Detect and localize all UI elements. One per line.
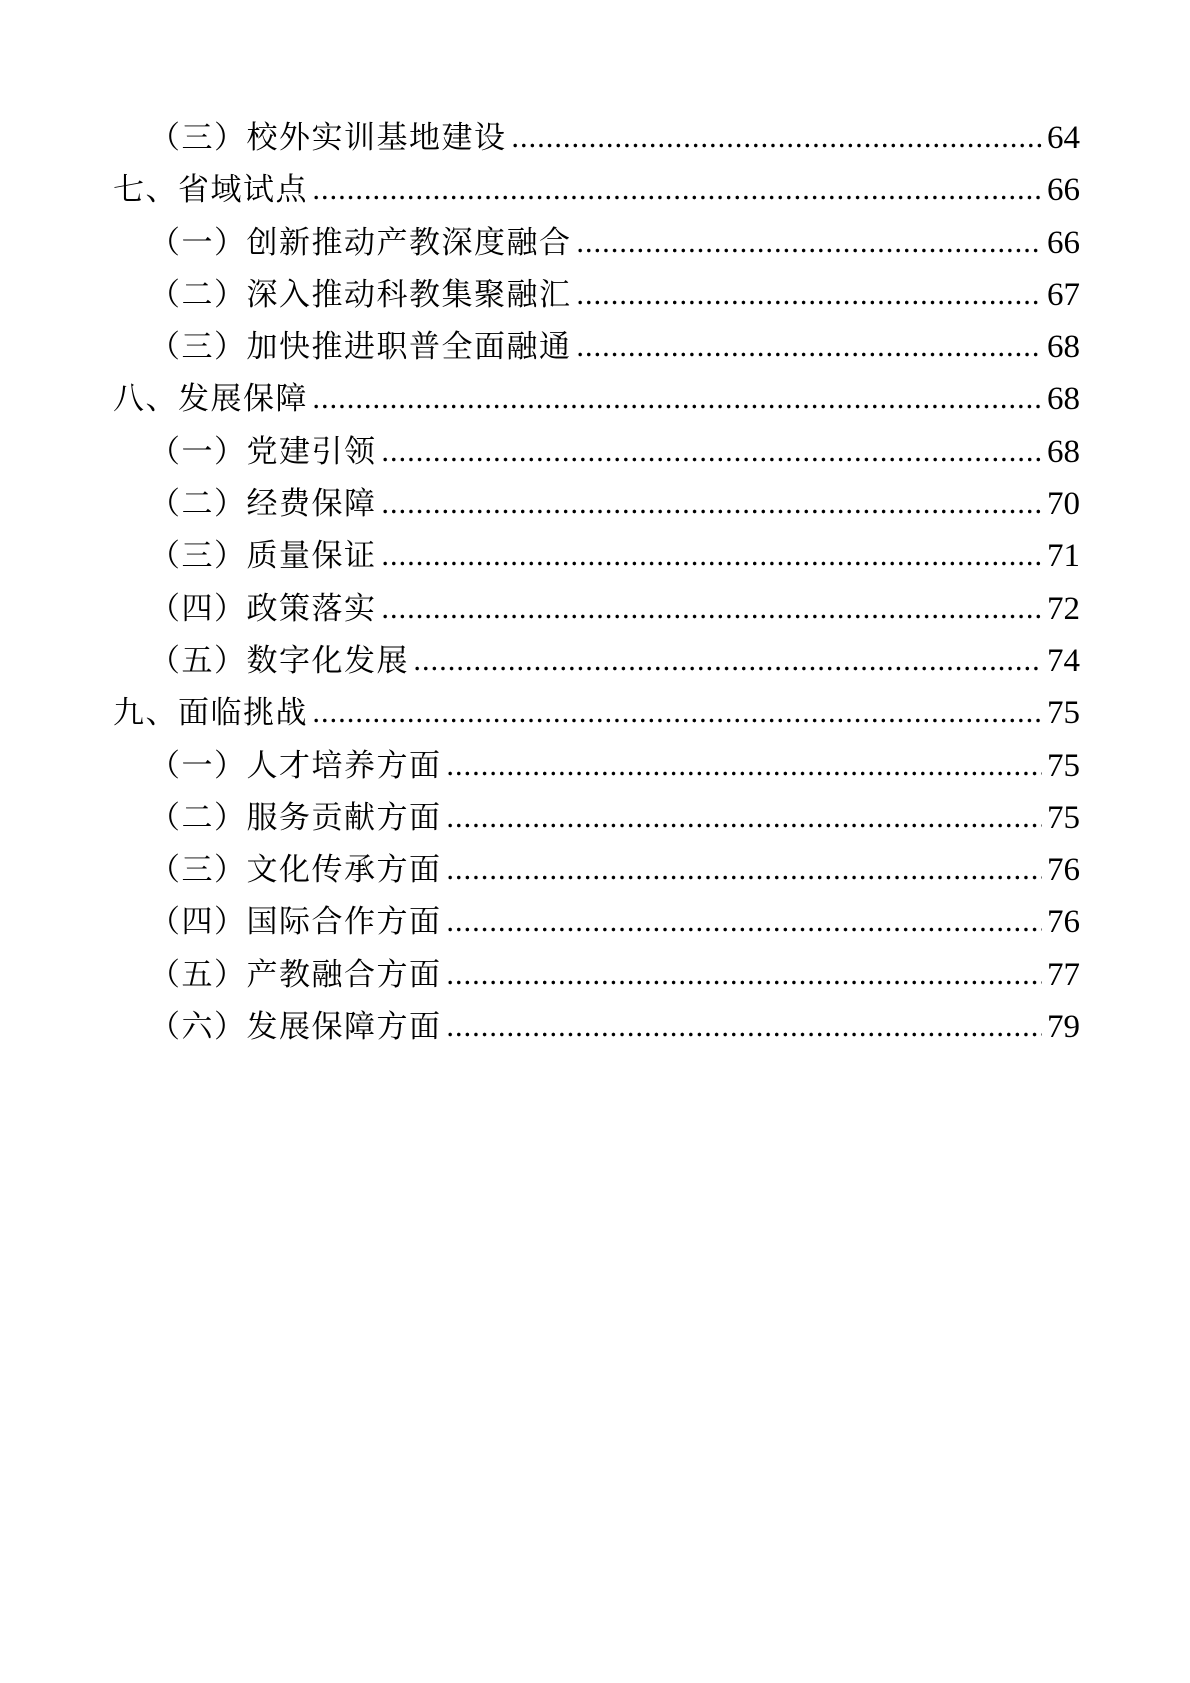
toc-entry-page: 64 — [1047, 120, 1080, 156]
toc-entry-page: 66 — [1047, 224, 1080, 261]
toc-entry[interactable] — [0, 164, 1190, 216]
toc-entry-label: （一）人才培养方面 — [149, 747, 442, 783]
dot-leader — [448, 823, 1043, 828]
dot-leader — [314, 718, 1042, 723]
toc-entry-page: 71 — [1047, 538, 1080, 575]
toc-entry[interactable] — [0, 269, 1190, 321]
dot-leader — [383, 457, 1043, 462]
dot-leader — [448, 875, 1043, 880]
dot-leader — [578, 352, 1043, 357]
toc-entry[interactable] — [0, 373, 1190, 425]
toc-entry[interactable] — [0, 635, 1190, 687]
toc-entry[interactable] — [0, 217, 1190, 269]
toc-entry-label: （三）文化传承方面 — [149, 852, 442, 888]
toc-entry-page: 75 — [1047, 695, 1080, 732]
toc-entry-page: 67 — [1047, 276, 1080, 313]
dot-leader — [448, 980, 1043, 985]
toc-entry[interactable] — [0, 478, 1190, 530]
toc-entry-label: 七、省域试点 — [113, 172, 308, 208]
toc-entry-page: 75 — [1047, 799, 1080, 836]
dot-leader — [578, 248, 1043, 253]
toc-entry-label: （一）党建引领 — [149, 433, 377, 469]
dot-leader — [448, 771, 1043, 776]
toc-entry-label: （三）校外实训基地建设 — [149, 120, 507, 155]
toc-entry-label: （四）国际合作方面 — [149, 904, 442, 940]
toc-entry[interactable] — [0, 530, 1190, 582]
dot-leader — [448, 1032, 1043, 1037]
toc-entry[interactable] — [0, 687, 1190, 739]
toc-entry-page: 72 — [1047, 590, 1080, 627]
toc-entry[interactable] — [0, 321, 1190, 373]
toc-entry-page: 76 — [1047, 904, 1080, 941]
toc — [0, 112, 1190, 1053]
dot-leader — [383, 561, 1043, 566]
dot-leader — [578, 300, 1043, 305]
dot-leader — [448, 927, 1043, 932]
toc-entry[interactable] — [0, 949, 1190, 1001]
toc-entry-label: （三）质量保证 — [149, 538, 377, 574]
dot-leader — [314, 195, 1042, 200]
toc-entry[interactable] — [0, 426, 1190, 478]
toc-entry[interactable] — [0, 740, 1190, 792]
toc-entry-label: （二）经费保障 — [149, 486, 377, 522]
toc-entry-label: （五）数字化发展 — [149, 642, 409, 678]
toc-entry-page: 74 — [1047, 642, 1080, 679]
toc-entry[interactable] — [0, 112, 1190, 164]
toc-entry-page: 79 — [1047, 1009, 1080, 1046]
toc-entry-label: （二）深入推动科教集聚融汇 — [149, 276, 572, 312]
toc-entry[interactable] — [0, 792, 1190, 844]
toc-entry[interactable] — [0, 896, 1190, 948]
toc-entry-label: （四）政策落实 — [149, 590, 377, 626]
toc-entry-page: 77 — [1047, 956, 1080, 993]
toc-entry-label: 九、面临挑战 — [113, 695, 308, 731]
toc-entry-page: 70 — [1047, 486, 1080, 523]
toc-entry[interactable] — [0, 583, 1190, 635]
toc-entry-page: 68 — [1047, 381, 1080, 418]
toc-entry-label: （五）产教融合方面 — [149, 956, 442, 992]
toc-entry-page: 76 — [1047, 852, 1080, 889]
toc-entry-label: （六）发展保障方面 — [149, 1009, 442, 1045]
toc-entry-label: （三）加快推进职普全面融通 — [149, 329, 572, 365]
toc-entry-label: 八、发展保障 — [113, 381, 308, 417]
toc-entry-page: 68 — [1047, 329, 1080, 366]
dot-leader — [383, 614, 1043, 619]
toc-entry-page: 68 — [1047, 433, 1080, 470]
toc-entry-page: 66 — [1047, 172, 1080, 209]
toc-entry-page: 75 — [1047, 747, 1080, 784]
toc-entry[interactable] — [0, 1001, 1190, 1053]
dot-leader — [383, 509, 1043, 514]
toc-entry-label: （二）服务贡献方面 — [149, 799, 442, 835]
dot-leader — [415, 666, 1042, 671]
dot-leader — [513, 143, 1043, 148]
dot-leader — [314, 404, 1042, 409]
toc-entry-label: （一）创新推动产教深度融合 — [149, 224, 572, 260]
toc-entry[interactable] — [0, 844, 1190, 896]
